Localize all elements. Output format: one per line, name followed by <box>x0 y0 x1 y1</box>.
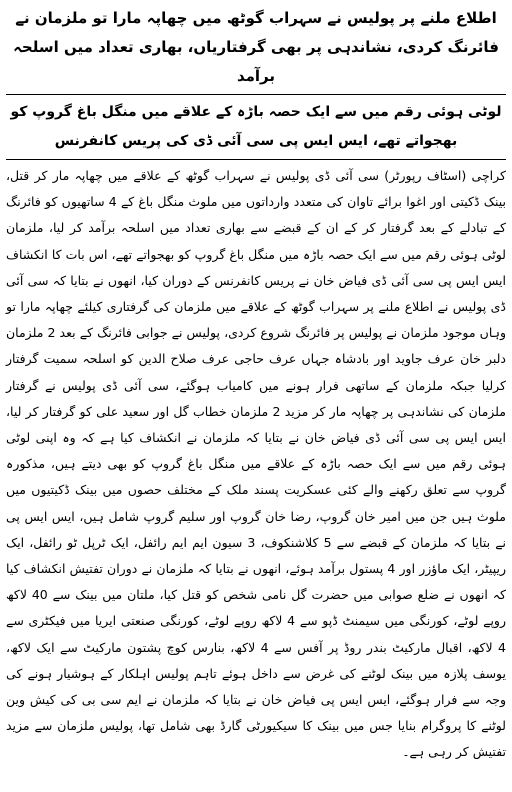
article-body: کراچی (اسٹاف رپورٹر) سی آئی ڈی پولیس نے سہراب گوٹھ کے علاقے میں چھاپہ مار کر قتل، بینک ڈکیتی اور اغوا برائے تاوان کی متعدد وارداتوں میں ملوث منگل باغ کے 4 ساتھیوں کو فائرنگ کے تبادلے کے بعد گرفتار کر کے ان کے قبضے سے بھاری تعداد میں اسلحہ برآمد کر لیا، ملزمان لوٹی ہوئی رقم میں سے ایک حصہ باڑہ میں منگل باغ گروپ کو بھجواتے تھے، اس بات کا انکشاف ایس ایس پی سی آئی ڈی فیاض خان نے پریس کانفرنس کے دوران کیا، انھوں نے بتایا کہ سی آئی ڈی پولیس نے اطلاع ملنے پر سہراب گوٹھ کے علاقے میں ملزمان کی گرفتاری کیلئے چھاپہ مارا تو وہاں موجود ملزمان نے پولیس پر فائرنگ شروع کردی، پولیس نے جوابی فائرنگ کے بعد 2 ملزمان دلبر خان عرف جاوید اور بادشاہ جہاں عرف حاجی عرف صلاح الدین کو اسلحہ سمیت گرفتار کرلیا جبکہ ملزمان کے ساتھی فرار ہونے میں کامیاب ہوگئے، سی آئی ڈی پولیس نے گرفتار ملزمان کی نشاندہی پر چھاپہ مار کر مزید 2 ملزمان خطاب گل اور سعید علی کو گرفتار کر لیا، ایس ایس پی سی آئی ڈی فیاض خان نے بتایا کہ ملزمان نے انکشاف کیا ہے کہ وہ اپنی لوٹی ہوئی رقم میں سے ایک حصہ باڑہ کے علاقے میں منگل باغ گروپ کو بھی دیتے ہیں، مذکورہ گروپ سے تعلق رکھنے والے کئی عسکریت پسند ملک کے مختلف حصوں میں بینک ڈکیتیوں میں ملوث ہیں جن میں امیر خان گروپ، رضا خان گروپ اور سلیم گروپ شامل ہیں، ایس ایس پی نے بتایا کہ ملزمان کے قبضے سے 5 کلاشنکوف، 3 سیون ایم ایم رائفل، ایک ٹرپل ٹو رائفل، ایک ریپیٹر، ایک ماؤزر اور 4 پستول برآمد ہوئے، انھوں نے بتایا کہ ملزمان نے دوران تفتیش انکشاف کیا کہ انھوں نے ضلع صوابی میں حضرت گل نامی شخص کو قتل کیا، ملتان میں بینک سے 40 لاکھ روپے لوٹے، کورنگی میں سیمنٹ ڈپو سے 4 لاکھ روپے لوٹے، کورنگی صنعتی ایریا میں فیکٹری سے 4 لاکھ، اقبال مارکیٹ بندر روڈ پر آفس سے 4 لاکھ، بنارس کوچ پشتون مارکیٹ سے ایک لاکھ، یوسف پلازہ میں بینک لوٹنے کی غرض سے داخل ہوئے تاہم پولیس اہلکار کے ہوشیار ہونے کی وجہ سے فرار ہوگئے، ایس ایس پی فیاض خان نے بتایا کہ ملزمان نے ایم سی بی کی کیش وین لوٹنے کا پروگرام بنایا جس میں بینک کا سیکیورٹی گارڈ بھی شامل تھا، پولیس ملزمان سے مزید تفتیش کر رہی ہے۔ <box>6 168 507 760</box>
headline: اطلاع ملنے پر پولیس نے سہراب گوٹھ میں چھاپہ مارا تو ملزمان نے فائرنگ کردی، نشاندہی پر بھی گرفتاریاں، بھاری تعداد میں اسلحہ برآمد <box>13 9 499 85</box>
divider-top <box>6 94 506 95</box>
subheadline: لوٹی ہوئی رقم میں سے ایک حصہ باڑہ کے علاقے میں منگل باغ گروپ کو بھجواتے تھے، ایس ایس پی سی آئی ڈی کی پریس کانفرنس <box>10 104 502 149</box>
divider-bottom <box>6 159 506 160</box>
